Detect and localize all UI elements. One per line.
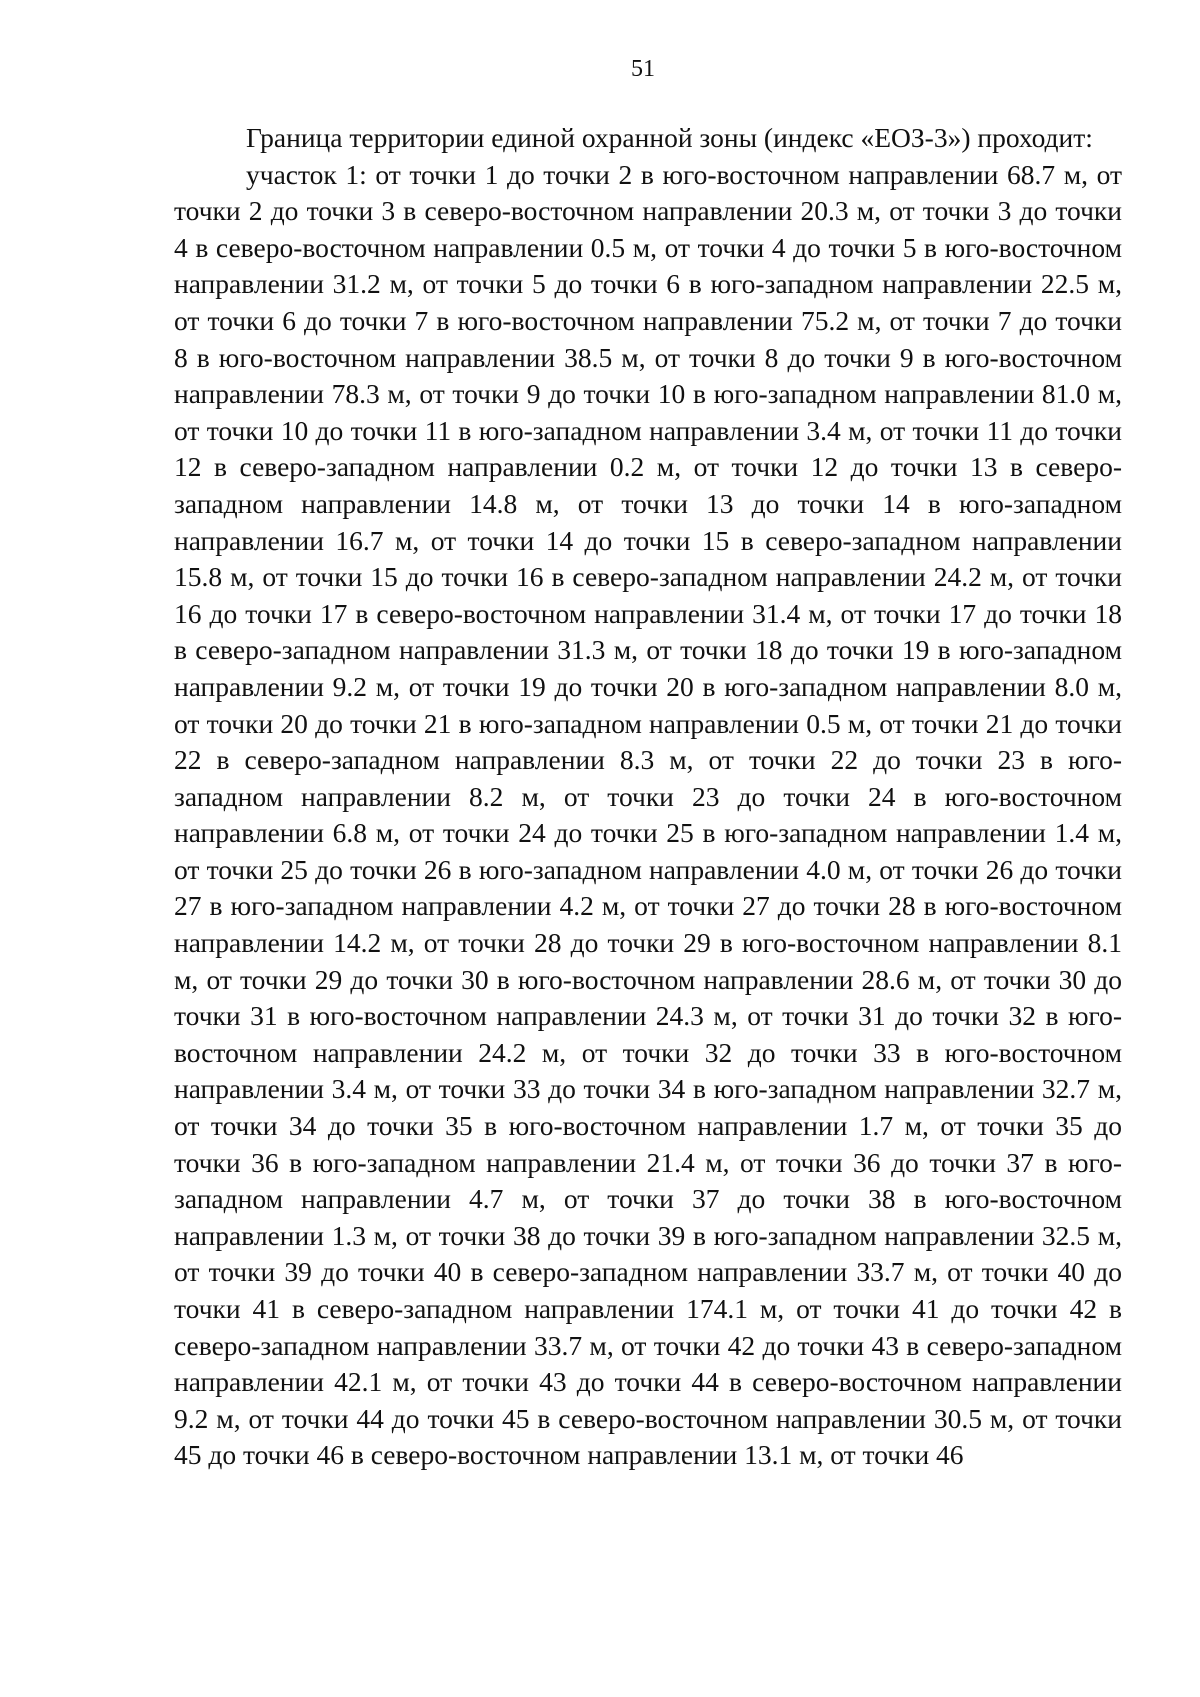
- document-body: [174, 120, 1122, 1474]
- section-1-paragraph: участок 1: от точки 1 до точки 2 в юго-восточном направлении 68.7 м, от точки 2 до точки 3 в северо-восточном направлении 20.3 м, от точки 3 до точки 4 в северо-восточном направлении 0.5 м, от точки 4 до точки 5 в юго-восточном направлении 31.2 м, от точки 5 до точки 6 в юго-западном направлении 22.5 м, от точки 6 до точки 7 в юго-восточном направлении 75.2 м, от точки 7 до точки 8 в юго-восточном направлении 38.5 м, от точки 8 до точки 9 в юго-восточном направлении 78.3 м, от точки 9 до точки 10 в юго-западном направлении 81.0 м, от точки 10 до точки 11 в юго-западном направлении 3.4 м, от точки 11 до точки 12 в северо-западном направлении 0.2 м, от точки 12 до точки 13 в северо-западном направлении 14.8 м, от точки 13 до точки 14 в юго-западном направлении 16.7 м, от точки 14 до точки 15 в северо-западном направлении 15.8 м, от точки 15 до точки 16 в северо-западном направлении 24.2 м, от точки 16 до точки 17 в северо-восточном направлении 31.4 м, от точки 17 до точки 18 в северо-западном направлении 31.3 м, от точки 18 до точки 19 в юго-западном направлении 9.2 м, от точки 19 до точки 20 в юго-западном направлении 8.0 м, от точки 20 до точки 21 в юго-западном направлении 0.5 м, от точки 21 до точки 22 в северо-западном направлении 8.3 м, от точки 22 до точки 23 в юго-западном направлении 8.2 м, от точки 23 до точки 24 в юго-восточном направлении 6.8 м, от точки 24 до точки 25 в юго-западном направлении 1.4 м, от точки 25 до точки 26 в юго-западном направлении 4.0 м, от точки 26 до точки 27 в юго-западном направлении 4.2 м, от точки 27 до точки 28 в юго-восточном направлении 14.2 м, от точки 28 до точки 29 в юго-восточном направлении 8.1 м, от точки 29 до точки 30 в юго-восточном направлении 28.6 м, от точки 30 до точки 31 в юго-восточном направлении 24.3 м, от точки 31 до точки 32 в юго-восточном направлении 24.2 м, от точки 32 до точки 33 в юго-восточном направлении 3.4 м, от точки 33 до точки 34 в юго-западном направлении 32.7 м, от точки 34 до точки 35 в юго-восточном направлении 1.7 м, от точки 35 до точки 36 в юго-западном направлении 21.4 м, от точки 36 до точки 37 в юго-западном направлении 4.7 м, от точки 37 до точки 38 в юго-восточном направлении 1.3 м, от точки 38 до точки 39 в юго-западном направлении 32.5 м, от точки 39 до точки 40 в северо-западном направлении 33.7 м, от точки 40 до точки 41 в северо-западном направлении 174.1 м, от точки 41 до точки 42 в северо-западном направлении 33.7 м, от точки 42 до точки 43 в северо-западном направлении 42.1 м, от точки 43 до точки 44 в северо-восточном направлении 9.2 м, от точки 44 до точки 45 в северо-восточном направлении 30.5 м, от точки 45 до точки 46 в северо-восточном направлении 13.1 м, от точки 46: [174, 158, 1122, 1471]
- page-number: 51: [631, 56, 655, 82]
- intro-paragraph: Граница территории единой охранной зоны (индекс «ЕОЗ-3») проходит:: [246, 122, 1093, 153]
